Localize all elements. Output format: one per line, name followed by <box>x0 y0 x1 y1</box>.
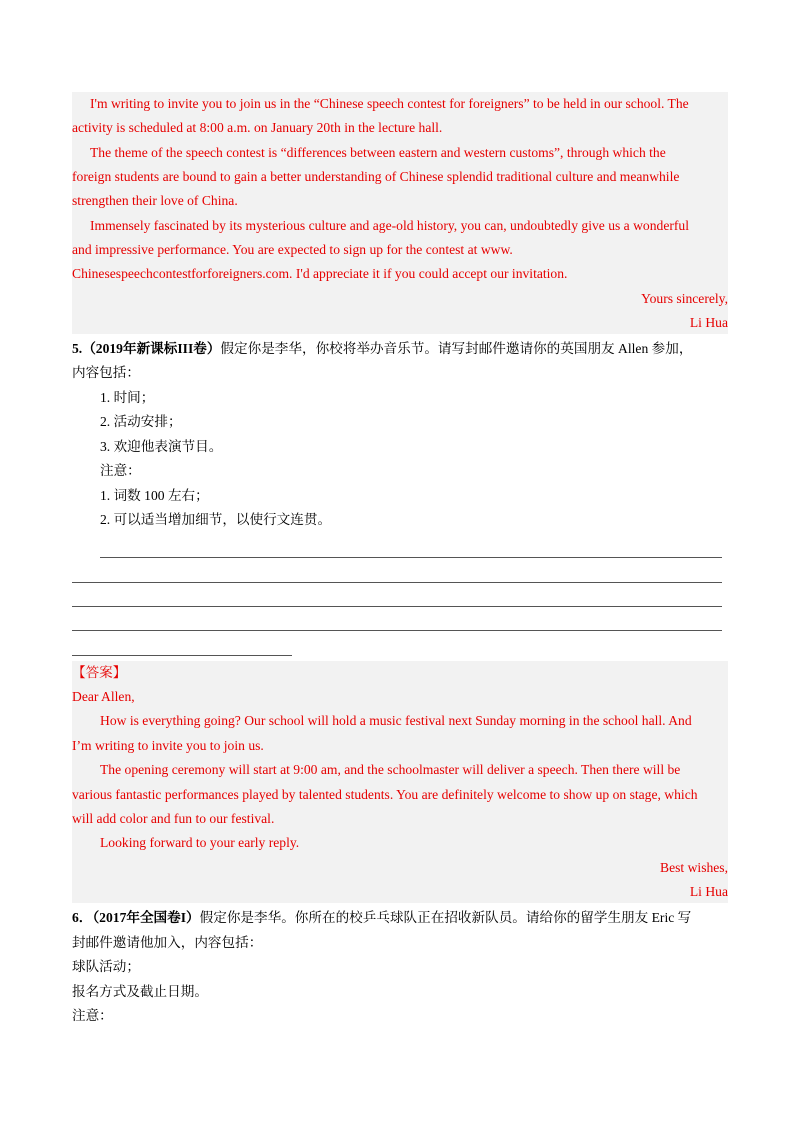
question-6-item: 球队活动； <box>72 959 140 974</box>
question-5-item: 2. 活动安排； <box>100 414 182 429</box>
answer-4-line: Chinesespeechcontestforforeigners.com. I'd appreciate it if you could accept our invitation. <box>72 266 568 281</box>
answer-5-greeting: Dear Allen, <box>72 689 135 704</box>
answer-4-closing: Yours sincerely, <box>641 291 728 306</box>
answer-4-line: strengthen their love of China. <box>72 193 238 208</box>
question-5-note: 2. 可以适当增加细节，以使行文连贯。 <box>100 512 332 527</box>
question-6-note-label: 注意： <box>72 1008 113 1023</box>
question-5-number: 5. <box>72 341 83 356</box>
question-5-item: 3. 欢迎他表演节目。 <box>100 439 223 454</box>
question-6-prompt-cont: 封邮件邀请他加入，内容包括： <box>72 935 263 950</box>
answer-5-line: The opening ceremony will start at 9:00 am, and the schoolmaster will deliver a speech. Then there will be <box>100 762 681 777</box>
question-5-prompt-cont: 内容包括： <box>72 365 140 380</box>
answer-4-line: foreign students are bound to gain a better understanding of Chinese splendid traditional culture and meanwhile <box>72 169 680 184</box>
answer-5-label: 【答案】 <box>72 665 127 680</box>
answer-5-closing: Best wishes, <box>660 860 728 875</box>
writing-line[interactable] <box>72 630 722 631</box>
answer-4-line: and impressive performance. You are expected to sign up for the contest at www. <box>72 242 513 257</box>
question-5-note-label: 注意： <box>100 463 141 478</box>
question-6-number: 6． <box>72 910 93 925</box>
question-6-prompt-text: 假定你是李华。你所在的校乒乓球队正在招收新队员。请给你的留学生朋友 Eric 写 <box>199 910 692 925</box>
question-6-prompt <box>72 906 691 930</box>
answer-5-block <box>72 661 728 903</box>
question-5-prompt-text: 假定你是李华，你校将举办音乐节。请写封邮件邀请你的英国朋友 Allen 参加， <box>220 341 693 356</box>
answer-5-line: various fantastic performances played by talented students. You are definitely welcome to show up on stage, which <box>72 787 698 802</box>
answer-5-line: I’m writing to invite you to join us. <box>72 738 264 753</box>
answer-4-signature: Li Hua <box>689 315 728 330</box>
answer-5-line: will add color and fun to our festival. <box>72 811 275 826</box>
answer-5-signature: Li Hua <box>689 884 728 899</box>
question-6-item: 报名方式及截止日期。 <box>72 984 208 999</box>
writing-line[interactable] <box>72 655 292 656</box>
question-5-item: 1. 时间； <box>100 390 155 405</box>
answer-5-line: How is everything going? Our school will hold a music festival next Sunday morning in the school hall. And <box>100 713 692 728</box>
writing-line[interactable] <box>72 606 722 607</box>
answer-4-line: The theme of the speech contest is “differences between eastern and western customs”, through which the <box>90 145 666 160</box>
answer-4-line: activity is scheduled at 8:00 a.m. on January 20th in the lecture hall. <box>72 120 443 135</box>
answer-4-line: Immensely fascinated by its mysterious culture and age-old history, you can, undoubtedly give us a wonderful <box>90 218 689 233</box>
question-6-source: （2017年全国卷I） <box>92 910 200 925</box>
question-5-source: （2019年新课标III卷） <box>82 341 221 356</box>
answer-5-line: Looking forward to your early reply. <box>100 835 300 850</box>
question-5-note: 1. 词数 100 左右； <box>100 488 209 503</box>
question-5-prompt <box>72 337 692 361</box>
writing-line[interactable] <box>100 557 722 558</box>
answer-4-line: I'm writing to invite you to join us in the “Chinese speech contest for foreigners” to be held in our school. The <box>90 96 689 111</box>
writing-line[interactable] <box>72 582 722 583</box>
